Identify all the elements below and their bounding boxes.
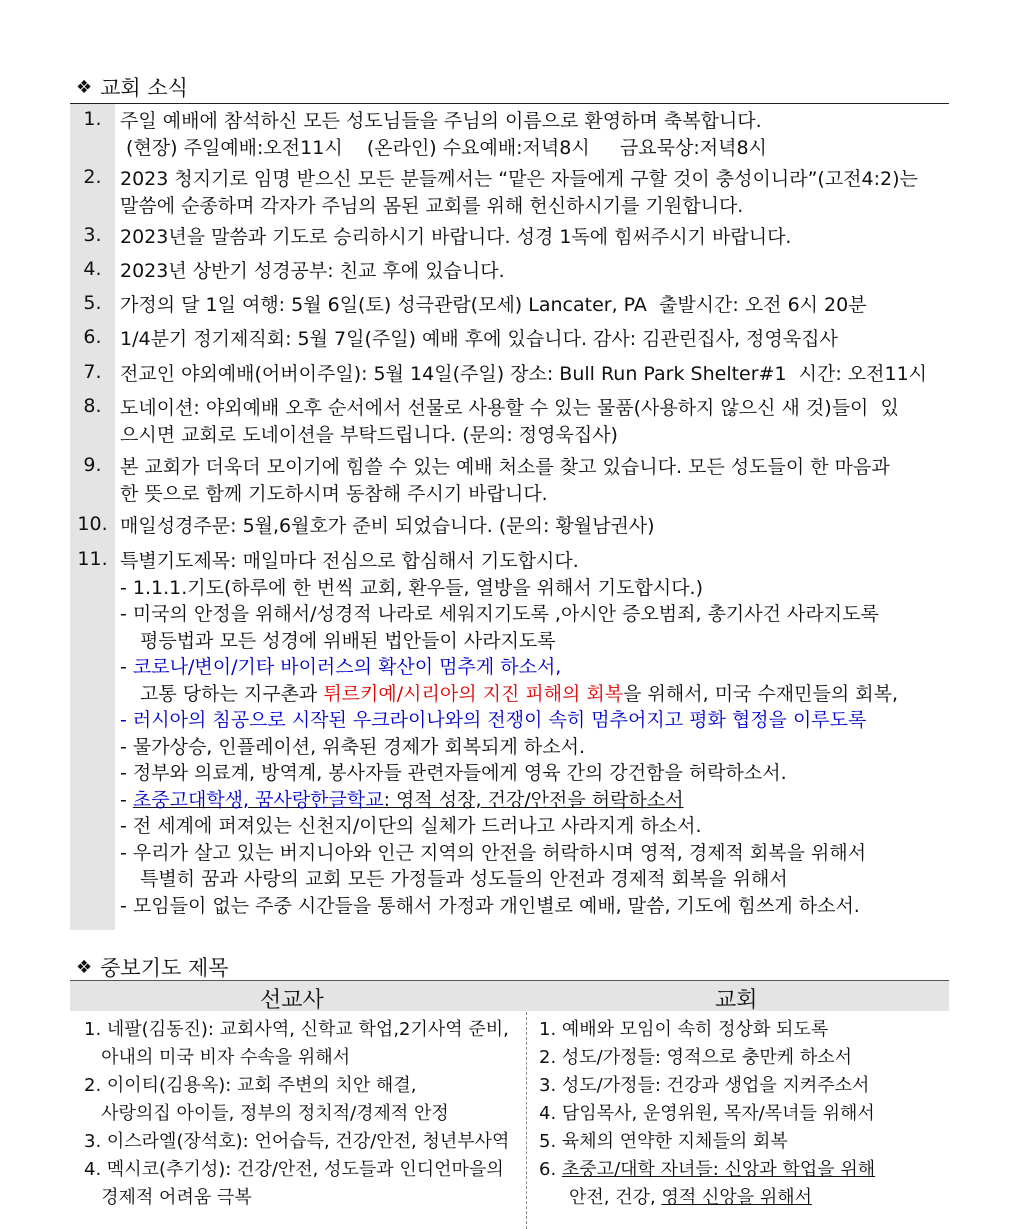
item-number: 10. xyxy=(77,513,108,535)
item-number: 2. xyxy=(83,166,102,188)
missionary-line: 1. 네팔(김동진): 교회사역, 신학교 학업,2기사역 준비, xyxy=(84,1019,509,1040)
church-line-6 xyxy=(539,1156,875,1184)
church-text-underlined: 영적 신앙을 위해서 xyxy=(661,1187,812,1208)
missionary-line: 경제적 어려움 극복 xyxy=(84,1187,252,1208)
item-line: 매일성경주문: 5월,6월호가 준비 되었습니다. (문의: 황월남권사) xyxy=(120,515,655,537)
prayer-text: : 영적 성장, 건강/안전을 허락하소서 xyxy=(383,788,684,811)
missionary-line: 아내의 미국 비자 수속을 위해서 xyxy=(84,1047,351,1068)
prayer-line: - 정부와 의료계, 방역계, 봉사자들 관련자들에게 영육 간의 강건함을 허락하소서. xyxy=(120,762,787,784)
item-line: 도네이션: 야외예배 오후 순서에서 선물로 사용할 수 있는 물품(사용하지 않으신 새 것)들이 있 xyxy=(120,397,899,419)
church-line: 2. 성도/가정들: 영적으로 충만케 하소서 xyxy=(539,1047,853,1068)
item-line: (현장) 주일예배:오전11시 (온라인) 수요예배:저녁8시 금요묵상:저녁8시 xyxy=(120,137,767,159)
students-school-text: 초중고대학생, 꿈사랑한글학교 xyxy=(132,788,384,811)
prayer-line-students xyxy=(120,787,960,814)
prayer-line: - 1.1.1.기도(하루에 한 번씩 교회, 환우들, 열방을 위해서 기도합시다.) xyxy=(120,576,703,599)
prayer-text: 을 위해서, 미국 수재민들의 회복, xyxy=(623,682,898,705)
item-line: 한 뜻으로 함께 기도하시며 동참해 주시기 바랍니다. xyxy=(120,483,548,505)
item-number: 4. xyxy=(83,258,102,280)
church-line: 4. 담임목사, 운영위원, 목자/목녀들 위해서 xyxy=(539,1103,875,1124)
item-number: 11. xyxy=(77,548,108,570)
prayer-line: 특별히 꿈과 사랑의 교회 모든 가정들과 성도들의 안전과 경제적 회복을 위해서 xyxy=(140,868,788,890)
item-number: 5. xyxy=(83,292,102,314)
church-line: 1. 예배와 모임이 속히 정상화 되도록 xyxy=(539,1019,829,1040)
church-text: 안전, 건강, xyxy=(569,1187,662,1208)
prayer-line-earthquake xyxy=(120,681,960,708)
dash: - xyxy=(120,656,133,678)
item-line: 1/4분기 정기제직회: 5월 7일(주일) 예배 후에 있습니다. 감사: 김관린집사, 정영욱집사 xyxy=(120,328,838,350)
item-line: 2023년 상반기 성경공부: 친교 후에 있습니다. xyxy=(120,260,505,282)
church-line-6b xyxy=(539,1184,875,1212)
item-line: 말씀에 순종하며 각자가 주님의 몸된 교회를 위해 헌신하시기를 기원합니다. xyxy=(120,195,744,217)
missionary-line: 3. 이스라엘(장석호): 언어습득, 건강/안전, 청년부사역 xyxy=(84,1131,510,1152)
item-line: 전교인 야외예배(어버이주일): 5월 14일(주일) 장소: Bull Run Park Shelter#1 시간: 오전11시 xyxy=(120,363,928,385)
item-number: 7. xyxy=(83,361,102,383)
title-underline xyxy=(70,103,949,104)
missionary-line: 사랑의집 아이들, 정부의 정치적/경제적 안정 xyxy=(84,1103,449,1124)
prayer-line: - 미국의 안정을 위해서/성경적 나라로 세워지기도록 ,아시안 증오범죄, 총기사건 사라지도록 xyxy=(120,603,879,625)
header-church: 교회 xyxy=(715,988,758,1013)
item-line: 으시면 교회로 도네이션을 부탁드립니다. (문의: 정영욱집사) xyxy=(120,424,618,446)
church-text-underlined: 초중고/대학 자녀들: 신앙과 학업을 위해 xyxy=(561,1159,876,1180)
list-number: 6. xyxy=(539,1159,562,1180)
prayer-line: - 모임들이 없는 주중 시간들을 통해서 가정과 개인별로 예배, 말씀, 기도에 힘쓰게 하소서. xyxy=(120,894,860,917)
item-number: 9. xyxy=(83,454,102,476)
item-number: 6. xyxy=(83,326,102,348)
diamond-bullet-icon: ❖ xyxy=(76,76,93,98)
prayer-line-covid xyxy=(120,654,960,681)
header-missionary: 선교사 xyxy=(260,988,324,1013)
item11-intro: 특별기도제목: 매일마다 전심으로 합심해서 기도합시다. xyxy=(120,550,579,572)
missionary-line: 4. 멕시코(추기성): 건강/안전, 성도들과 인디언마을의 xyxy=(84,1159,504,1180)
item-number: 3. xyxy=(83,224,102,246)
item-number: 1. xyxy=(83,108,102,130)
item-line: 2023 청지기로 임명 받으신 모든 분들께서는 “맡은 자들에게 구할 것이 충성이니라”(고전4:2)는 xyxy=(120,168,918,190)
dash: - xyxy=(120,788,133,811)
prayer-line: - 물가상승, 인플레이션, 위축된 경제가 회복되게 하소서. xyxy=(120,735,586,758)
covid-prayer-text: 코로나/변이/기타 바이러스의 확산이 멈추게 하소서, xyxy=(132,656,562,678)
missionary-list xyxy=(84,1016,509,1212)
prayer-line: - 우리가 살고 있는 버지니아와 인근 지역의 안전을 허락하시며 영적, 경제적 회복을 위해서 xyxy=(120,841,867,864)
ukraine-prayer-text: 러시아의 침공으로 시작된 우크라이나와의 전쟁이 속히 멈추어지고 평화 협정을 이루도록 xyxy=(132,709,867,731)
prayer-line-ukraine xyxy=(120,707,960,734)
church-line: 5. 육체의 연약한 지체들의 회복 xyxy=(539,1131,788,1152)
dash: - xyxy=(120,709,133,731)
table-header xyxy=(70,980,949,1011)
item-line: 2023년을 말씀과 기도로 승리하시기 바랍니다. 성경 1독에 힘써주시기 바랍니다. xyxy=(120,226,792,248)
intercession-table xyxy=(70,980,949,1229)
item-line: 주일 예배에 참석하신 모든 성도님들을 주님의 이름으로 환영하며 축복합니다. xyxy=(120,110,762,132)
item-line: 가정의 달 1일 여행: 5월 6일(토) 성극관람(모세) Lancater, PA 출발시간: 오전 6시 20분 xyxy=(120,294,867,316)
church-line: 3. 성도/가정들: 건강과 생업을 지켜주소서 xyxy=(539,1075,870,1096)
church-list xyxy=(539,1016,875,1212)
prayer-line: - 전 세계에 퍼져있는 신천지/이단의 실체가 드러나고 사라지게 하소서. xyxy=(120,815,702,837)
column-divider xyxy=(526,1012,527,1229)
item-line: 본 교회가 더욱더 모이기에 힘쓸 수 있는 예배 처소를 찾고 있습니다. 모든 성도들이 한 마음과 xyxy=(120,456,890,478)
diamond-bullet-icon: ❖ xyxy=(76,956,93,978)
section-title-intercession xyxy=(76,952,229,982)
missionary-line: 2. 이이티(김용옥): 교회 주변의 치안 해결, xyxy=(84,1075,417,1096)
earthquake-prayer-text: 튀르키예/시리아의 지진 피해의 회복 xyxy=(323,682,624,705)
section-title-text: 교회 소식 xyxy=(100,76,188,100)
prayer-text: 고통 당하는 지구촌과 xyxy=(140,682,324,705)
section-title-church-news xyxy=(76,72,188,102)
section-title-text: 중보기도 제목 xyxy=(100,956,229,980)
item-number: 8. xyxy=(83,395,102,417)
prayer-line: 평등법과 모든 성경에 위배된 법안들이 사라지도록 xyxy=(140,629,556,652)
